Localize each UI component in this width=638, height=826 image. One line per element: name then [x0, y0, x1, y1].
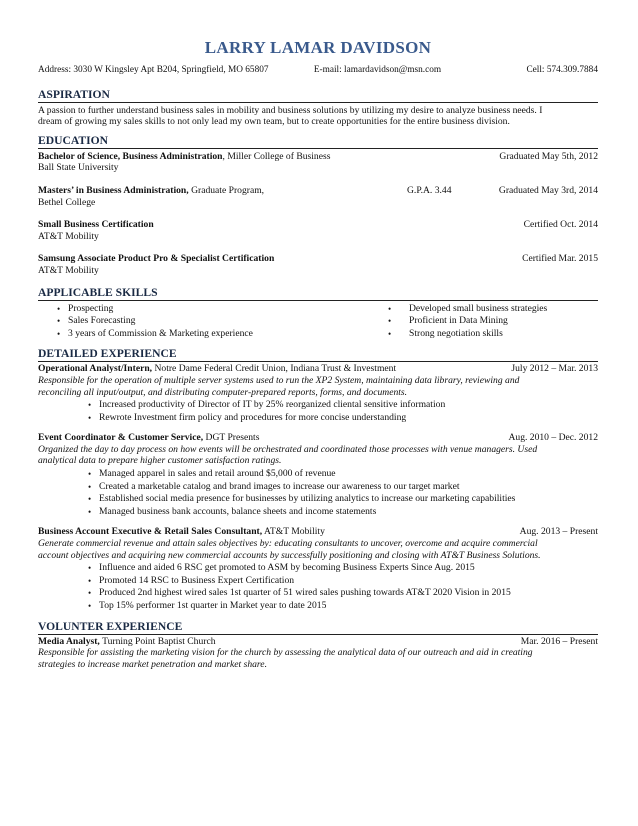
job-title: Operational Analyst/Intern,	[38, 363, 153, 375]
cert-title: Small Business Certification	[38, 219, 154, 231]
skills-heading: APPLICABLE SKILLS	[38, 286, 598, 301]
volunteer-description	[38, 647, 598, 670]
cert-institution: AT&T Mobility	[38, 230, 99, 242]
contact-cell: Cell: 574.309.7884	[526, 65, 598, 75]
job-bullet: • Rewrote Investment firm policy and procedures for more concise understanding	[38, 412, 598, 425]
contact-address: Address: 3030 W Kingsley Apt B204, Springfield, MO 65807	[38, 65, 269, 75]
aspiration-heading: ASPIRATION	[38, 88, 598, 103]
job-description-line: analytical data to prepare higher customer satisfaction ratings.	[38, 455, 282, 467]
candidate-name: LARRY LAMAR DAVIDSON	[204, 38, 432, 57]
degree-date: Graduated May 3rd, 2014	[498, 184, 598, 196]
volunteer-heading: VOLUNTER EXPERIENCE	[38, 620, 598, 635]
cert-date: Certified Mar. 2015	[522, 253, 598, 265]
contact-line	[38, 65, 598, 77]
skill-item: • Developed small business strategies	[383, 303, 547, 316]
job-bullets	[38, 468, 598, 518]
skill-item: • 3 years of Commission & Marketing experience	[38, 328, 383, 341]
job-date: July 2012 – Mar. 2013	[511, 363, 598, 375]
degree-gpa: G.P.A. 3.44	[407, 184, 452, 196]
volunteer-entry	[38, 636, 598, 671]
job-bullet: • Managed business bank accounts, balance sheets and income statements	[38, 506, 598, 519]
volunteer-description-line: Responsible for assisting the marketing vision for the church by assessing the analytical data of our outreach and aid in creating	[38, 647, 533, 659]
contact-email: E-mail: lamardavidson@msn.com	[313, 65, 442, 75]
skills-left-column	[38, 303, 383, 341]
experience-heading: DETAILED EXPERIENCE	[38, 347, 598, 362]
job-bullet: • Increased productivity of Director of IT by 25% reorganized cliental sensitive information	[38, 399, 598, 412]
job-description-line: account objectives and acquiring new commercial accounts by successfully positioning and closing with AT&T Business Solutions.	[38, 549, 541, 561]
aspiration-line-1: A passion to further understand business sales in mobility and business solutions by utilizing my desire to analyze business needs. I	[38, 104, 543, 116]
skills-list	[38, 303, 598, 341]
job-description-line: Responsible for the operation of multiple server systems used to run the XP2 System, maintaining data library, reviewing and	[38, 374, 520, 386]
cert-institution: AT&T Mobility	[38, 264, 99, 276]
job-description	[38, 538, 598, 561]
degree-title: Bachelor of Science, Business Administration	[38, 150, 223, 162]
degree-institution: Ball State University	[38, 162, 119, 174]
job-date: Aug. 2013 – Present	[519, 526, 598, 538]
degree-school: , Miller College of Business	[222, 150, 331, 162]
volunteer-org: Turning Point Baptist Church	[99, 635, 216, 647]
job-org: DGT Presents	[203, 432, 260, 444]
skill-item: • Proficient in Data Mining	[383, 315, 547, 328]
job-description-line: Generate commercial revenue and attain sales objectives by: educating consultants to uncover, overcome and acquire commercial	[38, 538, 538, 550]
education-item	[38, 219, 598, 242]
skill-item: • Sales Forecasting	[38, 315, 383, 328]
job-description-line: reconciling all input/output, and distributing computer-prepared reports, forms, and documents.	[38, 386, 408, 398]
volunteer-date: Mar. 2016 – Present	[520, 635, 598, 647]
degree-institution: Bethel College	[38, 196, 96, 208]
job-bullet: • Managed apparel in sales and retail around $5,000 of revenue	[38, 468, 598, 481]
job-description-line: Organized the day to day process on how events will be orchestrated and coordinated those processes with venue managers. Used	[38, 443, 538, 455]
skill-item: • Strong negotiation skills	[383, 328, 547, 341]
volunteer-description-line: strategies to increase market penetration and market share.	[38, 658, 267, 670]
cert-title: Samsung Associate Product Pro & Specialist Certification	[38, 253, 275, 265]
skill-item: • Prospecting	[38, 303, 383, 316]
job-bullets	[38, 399, 598, 424]
job-bullets	[38, 562, 598, 612]
volunteer-title: Media Analyst,	[38, 635, 100, 647]
degree-date: Graduated May 5th, 2012	[499, 150, 598, 162]
education-heading: EDUCATION	[38, 134, 598, 149]
job-entry	[38, 526, 598, 612]
job-description	[38, 444, 598, 467]
aspiration-line-2: dream of growing my sales skills to not only lead my own team, but to create opportunities for the entire business division.	[38, 116, 510, 128]
job-entry	[38, 363, 598, 424]
job-date: Aug. 2010 – Dec. 2012	[508, 432, 598, 444]
aspiration-text	[38, 105, 598, 128]
skills-right-column	[383, 303, 547, 341]
education-item	[38, 253, 598, 276]
job-bullet: • Influence and aided 6 RSC get promoted to ASM by becoming Business Experts Since Aug. 2015	[38, 562, 598, 575]
job-org: Notre Dame Federal Credit Union, Indiana Trust & Investment	[152, 363, 397, 375]
degree-title: Masters’ in Business Administration,	[38, 184, 189, 196]
job-bullet: • Top 15% performer 1st quarter in Market year to date 2015	[38, 600, 598, 613]
degree-school: Graduate Program,	[188, 184, 265, 196]
education-item	[38, 185, 598, 208]
job-entry	[38, 432, 598, 518]
job-bullet: • Created a marketable catalog and brand images to increase our awareness to our target market	[38, 481, 598, 494]
job-title: Event Coordinator & Customer Service,	[38, 432, 204, 444]
job-title: Business Account Executive & Retail Sales Consultant,	[38, 526, 263, 538]
job-bullet: • Established social media presence for businesses by utilizing analytics to increase our marketing capabilities	[38, 493, 598, 506]
job-bullet: • Produced 2nd highest wired sales 1st quarter of 51 wired sales pushing towards AT&T 2020 Vision in 2015	[38, 587, 598, 600]
job-description	[38, 375, 598, 398]
job-bullet: • Promoted 14 RSC to Business Expert Certification	[38, 575, 598, 588]
job-org: AT&T Mobility	[262, 526, 325, 538]
education-item	[38, 151, 598, 174]
cert-date: Certified Oct. 2014	[523, 219, 598, 231]
